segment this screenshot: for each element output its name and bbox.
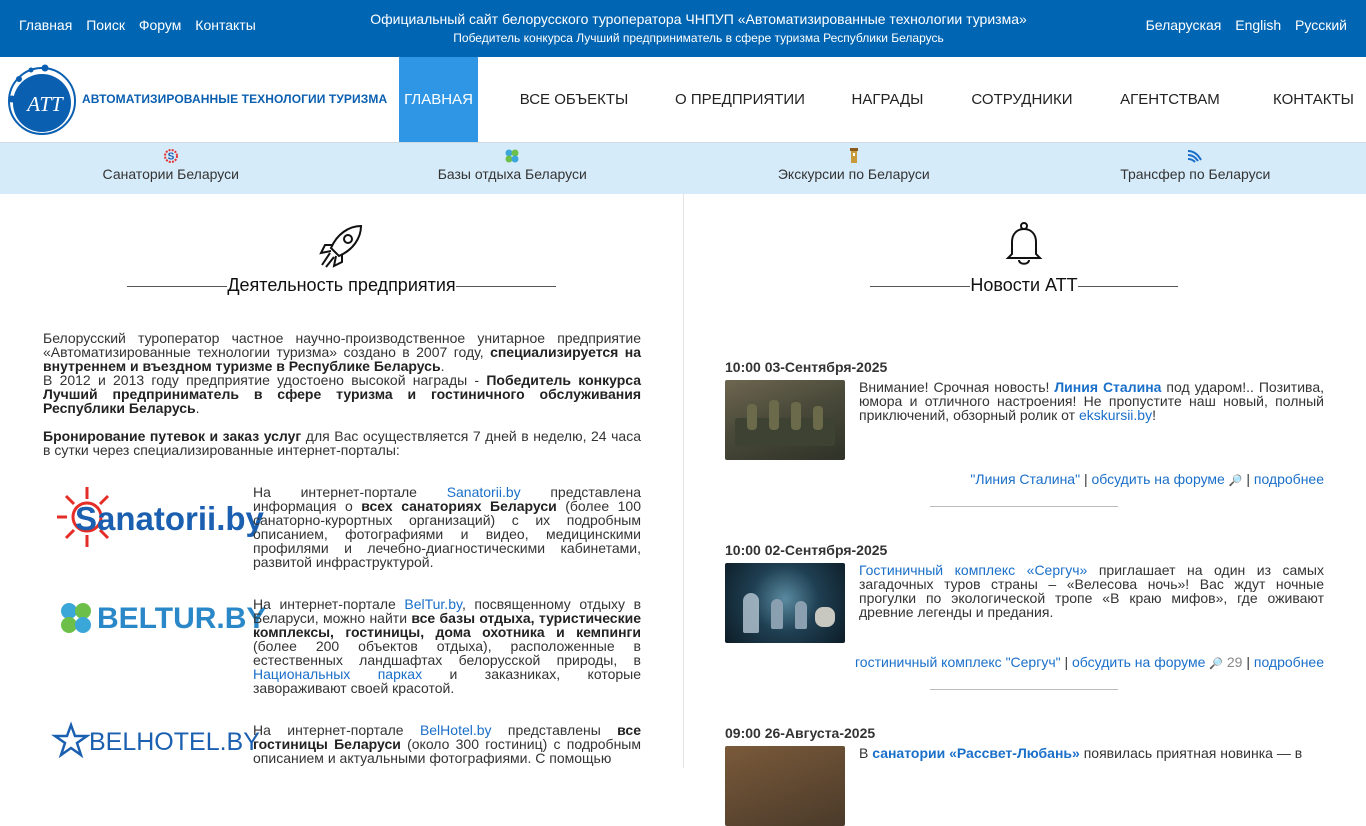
- news-more-link[interactable]: подробнее: [1254, 654, 1324, 670]
- logo[interactable]: [5, 63, 77, 136]
- nav-awards[interactable]: НАГРАДЫ: [810, 57, 965, 142]
- nav-home[interactable]: ГЛАВНАЯ: [399, 57, 478, 142]
- top-link-home[interactable]: Главная: [19, 17, 72, 33]
- belhotel-link[interactable]: BelHotel.by: [420, 722, 492, 738]
- portal-belhotel-text: На интернет-портале BelHotel.by представлены все гостиницы Беларуси (около 300 гостиниц) с подробным описанием и актуальными фотографиями. С помощью: [253, 723, 641, 765]
- activity-paragraph-3: Бронирование путевок и заказ услуг для Вас осуществляется 7 дней в неделю, 24 часа в сутки через специализированные интернет-порталы:: [43, 429, 641, 457]
- portal-sanatorii-text: На интернет-портале Sanatorii.by представлена информация о всех санаториях Беларуси (более 100 санаторно-курортных организаций) с их подробным описанием, фотографиями и видео, медицинскими профилями и лечебно-диагностическими кабинетами, развитой инфраструктурой.: [253, 485, 641, 569]
- portal-sanatorii: [43, 485, 641, 575]
- nav-about[interactable]: О ПРЕДПРИЯТИИ: [670, 57, 810, 142]
- news-date: 10:00 03-Сентября-2025: [725, 359, 1324, 375]
- news-forum-link[interactable]: обсудить на форуме: [1072, 654, 1205, 670]
- news-links: гостиничный комплекс "Сергуч" | обсудить на форуме 🔎 29 | подробнее: [855, 654, 1324, 670]
- nav-all-objects[interactable]: ВСЕ ОБЪЕКТЫ: [478, 57, 670, 142]
- transfer-icon: [1186, 148, 1204, 164]
- news-heading: [870, 275, 1178, 296]
- top-link-contacts[interactable]: Контакты: [195, 17, 255, 33]
- svg-text:BELHOTEL.BY: BELHOTEL.BY: [89, 728, 260, 756]
- sub-nav: [0, 143, 1366, 194]
- rocket-icon: [319, 222, 365, 268]
- forum-icon: 🔎: [1229, 475, 1243, 487]
- news-image[interactable]: [725, 380, 845, 460]
- site-subtitle: Победитель конкурса Лучший предприниматель в сфере туризма Республики Беларусь: [330, 30, 1067, 46]
- subnav-transfer-label: Трансфер по Беларуси: [1120, 166, 1270, 182]
- beltur-link[interactable]: BelTur.by: [404, 596, 462, 612]
- lang-russian[interactable]: Русский: [1295, 17, 1347, 33]
- news-link-ekskursii[interactable]: ekskursii.by: [1079, 407, 1152, 423]
- news-separator: [930, 506, 1118, 507]
- national-parks-link[interactable]: Национальных парках: [253, 666, 422, 682]
- tower-icon: [848, 148, 860, 164]
- subnav-sanatoriums[interactable]: [0, 143, 342, 194]
- nav-staff[interactable]: СОТРУДНИКИ: [965, 57, 1079, 142]
- sanatorii-logo[interactable]: [55, 485, 240, 551]
- nav-agencies[interactable]: АГЕНТСТВАМ: [1079, 57, 1261, 142]
- top-link-forum[interactable]: Форум: [139, 17, 182, 33]
- activity-paragraph-1: Белорусский туроператор частное научно-производственное унитарное предприятие «Автоматизированные технологии туризма» создано в 2007 году, специализируется на внутреннем и въездном туризме в Республике Беларусь.: [43, 331, 641, 373]
- subnav-rest-bases[interactable]: [342, 143, 684, 194]
- news-item: [725, 359, 1324, 519]
- news-separator: [930, 689, 1118, 690]
- activity-title: Деятельность предприятия: [227, 275, 455, 295]
- site-title-block: [330, 11, 1067, 46]
- news-link-serguch[interactable]: Гостиничный комплекс «Сергуч»: [859, 562, 1087, 578]
- top-bar: [0, 0, 1366, 57]
- portal-belhotel: [43, 723, 641, 783]
- news-tag-link[interactable]: "Линия Сталина": [970, 471, 1080, 487]
- top-links: [19, 17, 266, 33]
- news-date: 10:00 02-Сентября-2025: [725, 542, 1324, 558]
- activity-paragraph-2: В 2012 и 2013 году предприятие удостоено высокой награды - Победитель конкурса Лучший предприниматель в сфере туризма и гостиничного обслуживания Республики Беларусь.: [43, 373, 641, 415]
- news-link-rassvet[interactable]: санатории «Рассвет-Любань»: [872, 745, 1080, 761]
- nav-contacts[interactable]: КОНТАКТЫ: [1261, 57, 1366, 142]
- subnav-sanatoriums-label: Санатории Беларуси: [103, 166, 239, 182]
- sanatorii-link[interactable]: Sanatorii.by: [447, 484, 521, 500]
- logo-text: АТТ: [25, 92, 64, 116]
- news-item: [725, 542, 1324, 702]
- sanatorium-icon: [163, 148, 179, 164]
- activity-text: [43, 331, 641, 457]
- subnav-rest-bases-label: Базы отдыха Беларуси: [438, 166, 587, 182]
- news-link-stalin-line[interactable]: Линия Сталина: [1054, 379, 1161, 395]
- svg-text:Sanatorii.by: Sanatorii.by: [75, 500, 265, 537]
- news-image[interactable]: [725, 746, 845, 826]
- subnav-excursions[interactable]: [683, 143, 1025, 194]
- news-title: Новости АТТ: [970, 275, 1077, 295]
- language-switcher: [1136, 17, 1347, 33]
- forum-icon: 🔎: [1209, 658, 1223, 670]
- company-name: АВТОМАТИЗИРОВАННЫЕ ТЕХНОЛОГИИ ТУРИЗМА: [82, 92, 387, 106]
- news-tag-link[interactable]: гостиничный комплекс "Сергуч": [855, 654, 1061, 670]
- header: [0, 57, 1366, 143]
- top-link-search[interactable]: Поиск: [86, 17, 125, 33]
- svg-text:BELTUR.BY: BELTUR.BY: [97, 602, 266, 635]
- belhotel-logo[interactable]: [55, 723, 240, 763]
- news-text: Внимание! Срочная новость! Линия Сталина под ударом!.. Позитива, юмора и отличного настроения! Не пропустите наш новый, полный приключений, обзорный ролик от ekskursii.by!: [859, 380, 1324, 422]
- news-more-link[interactable]: подробнее: [1254, 471, 1324, 487]
- news-forum-link[interactable]: обсудить на форуме: [1091, 471, 1224, 487]
- lang-belarusian[interactable]: Беларуская: [1146, 17, 1222, 33]
- portal-beltur-text: На интернет-портале BelTur.by, посвященному отдыху в Беларуси, можно найти все базы отдыха, туристические комплексы, гостиницы, дома охотника и кемпинги (более 200 объектов отдыха), расположенные в естественных ландшафтах белорусской природы, в Национальных парках и заказниках, которые завораживают своей красотой.: [253, 597, 641, 695]
- activity-heading: [126, 275, 557, 296]
- news-links: "Линия Сталина" | обсудить на форуме 🔎 | подробнее: [970, 471, 1324, 487]
- subnav-transfer[interactable]: [1025, 143, 1366, 194]
- clover-icon: [503, 148, 521, 164]
- subnav-excursions-label: Экскурсии по Беларуси: [778, 166, 930, 182]
- column-divider: [683, 194, 684, 768]
- lang-english[interactable]: English: [1235, 17, 1281, 33]
- beltur-logo[interactable]: [55, 597, 240, 643]
- portal-beltur: [43, 597, 641, 707]
- news-text: В санатории «Рассвет-Любань» появилась приятная новинка — в: [859, 746, 1324, 760]
- forum-comment-count: 29: [1227, 654, 1243, 670]
- news-text: Гостиничный комплекс «Сергуч» приглашает на один из самых загадочных туров страны – «Велесова ночь»! Вас ждут ночные прогулки по экологической тропе «В краю мифов», где оживают древние легенды и предания.: [859, 563, 1324, 619]
- bell-icon: [1004, 222, 1044, 268]
- news-date: 09:00 26-Августа-2025: [725, 725, 1324, 741]
- news-image[interactable]: [725, 563, 845, 643]
- svg-text:S: S: [167, 152, 174, 163]
- main-nav: [399, 57, 1366, 142]
- news-item: [725, 725, 1324, 768]
- site-title: Официальный сайт белорусского туроператора ЧНПУП «Автоматизированные технологии туризма»: [330, 11, 1067, 28]
